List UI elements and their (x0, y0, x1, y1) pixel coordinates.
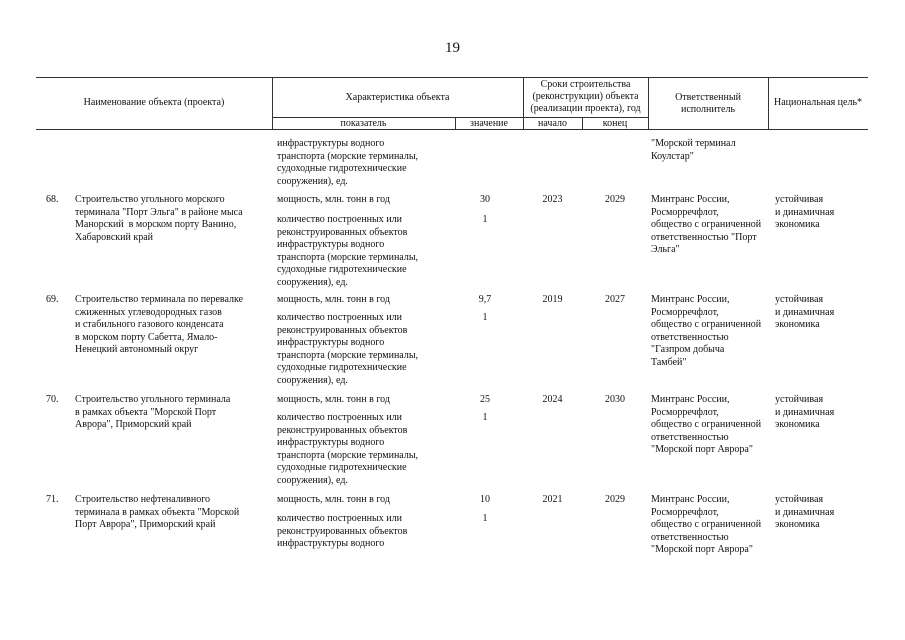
subheader-indicator: показатель (340, 118, 387, 129)
row-indicator-objects: количество построенных или реконструированных объектов инфраструктуры водного (277, 513, 408, 549)
row-indicator-capacity: мощность, млн. тонн в год (277, 294, 390, 305)
header-characteristics: Характеристика объекта (345, 92, 450, 103)
row-goal: устойчивая и динамичная экономика (775, 194, 835, 230)
row-number: 68. (46, 194, 59, 205)
subheader-end: конец (602, 118, 628, 129)
row-indicator-objects: количество построенных или реконструированных объектов инфраструктуры водного транспорта (морские терминалы, судоходные гидротехнические сооружения), ед. (277, 312, 419, 386)
table-top-border (36, 77, 868, 78)
subheader-value: значение (470, 118, 508, 129)
row-end-year: 2029 (605, 494, 625, 505)
subheader-start: начало (538, 118, 567, 129)
row-value-capacity: 9,7 (478, 294, 492, 305)
row-start-year: 2019 (542, 294, 563, 305)
header-goal: Национальная цель* (773, 97, 863, 108)
row-indicator-objects: количество построенных или реконструированных объектов инфраструктуры водного транспорта (морские терминалы, судоходные гидротехнические сооружения), ед. (277, 412, 419, 486)
row-end-year: 2030 (605, 394, 625, 405)
header-executor: Ответственный исполнитель (675, 92, 741, 115)
row-number: 70. (46, 394, 59, 405)
row-indicator-capacity: мощность, млн. тонн в год (277, 394, 390, 405)
row-value-capacity: 25 (480, 394, 490, 405)
row-indicator-capacity: мощность, млн. тонн в год (277, 494, 390, 505)
row-start-year: 2021 (542, 494, 563, 505)
row-start-year: 2024 (542, 394, 563, 405)
row-value-objects: 1 (482, 214, 488, 225)
row-number: 71. (46, 494, 59, 505)
row-end-year: 2029 (605, 194, 625, 205)
row-value-objects: 1 (482, 312, 488, 323)
header-terms: Сроки строительства (реконструкции) объекта (реализации проекта), год (530, 79, 641, 114)
row-executor: Минтранс России, Росморречфлот, общество с ограниченной ответственностью "Газпром добыча Тамбей" (651, 294, 762, 368)
row-goal: устойчивая и динамичная экономика (775, 294, 835, 330)
row-executor: Минтранс России, Росморречфлот, общество с ограниченной ответственностью "Порт Эльга" (651, 194, 762, 255)
row-name: Строительство терминала по перевалке сжиженных углеводородных газов и стабильного газового конденсата в морском порту Сабетта, Ямало- Ненецкий автономный округ (75, 294, 244, 355)
row-indicator-capacity: мощность, млн. тонн в год (277, 194, 390, 205)
row-executor: Минтранс России, Росморречфлот, общество с ограниченной ответственностью "Морской порт Аврора" (651, 494, 762, 555)
page-number: 19 (445, 40, 460, 56)
continuation-indicator: инфраструктуры водного транспорта (морские терминалы, судоходные гидротехнические сооружения), ед. (277, 138, 419, 187)
row-goal: устойчивая и динамичная экономика (775, 494, 835, 530)
row-executor: Минтранс России, Росморречфлот, общество с ограниченной ответственностью "Морской порт Аврора" (651, 394, 762, 455)
row-value-objects: 1 (482, 513, 488, 524)
row-value-capacity: 10 (480, 494, 490, 505)
row-number: 69. (46, 294, 59, 305)
row-indicator-objects: количество построенных или реконструированных объектов инфраструктуры водного транспорта (морские терминалы, судоходные гидротехнические сооружения), ед. (277, 214, 419, 288)
row-name: Строительство угольного морского терминала "Порт Эльга" в районе мыса Манорский в морском порту Ванино, Хабаровский край (75, 194, 243, 243)
header-name: Наименование объекта (проекта) (83, 97, 225, 108)
row-goal: устойчивая и динамичная экономика (775, 394, 835, 430)
row-value-capacity: 30 (480, 194, 490, 205)
row-end-year: 2027 (605, 294, 625, 305)
row-value-objects: 1 (482, 412, 488, 423)
row-name: Строительство угольного терминала в рамках объекта "Морской Порт Аврора", Приморский край (75, 394, 231, 430)
continuation-executor: "Морской терминал Коулстар" (651, 138, 736, 162)
row-name: Строительство нефтеналивного терминала в рамках объекта "Морской Порт Аврора", Приморский край (75, 494, 240, 530)
row-start-year: 2023 (542, 194, 563, 205)
